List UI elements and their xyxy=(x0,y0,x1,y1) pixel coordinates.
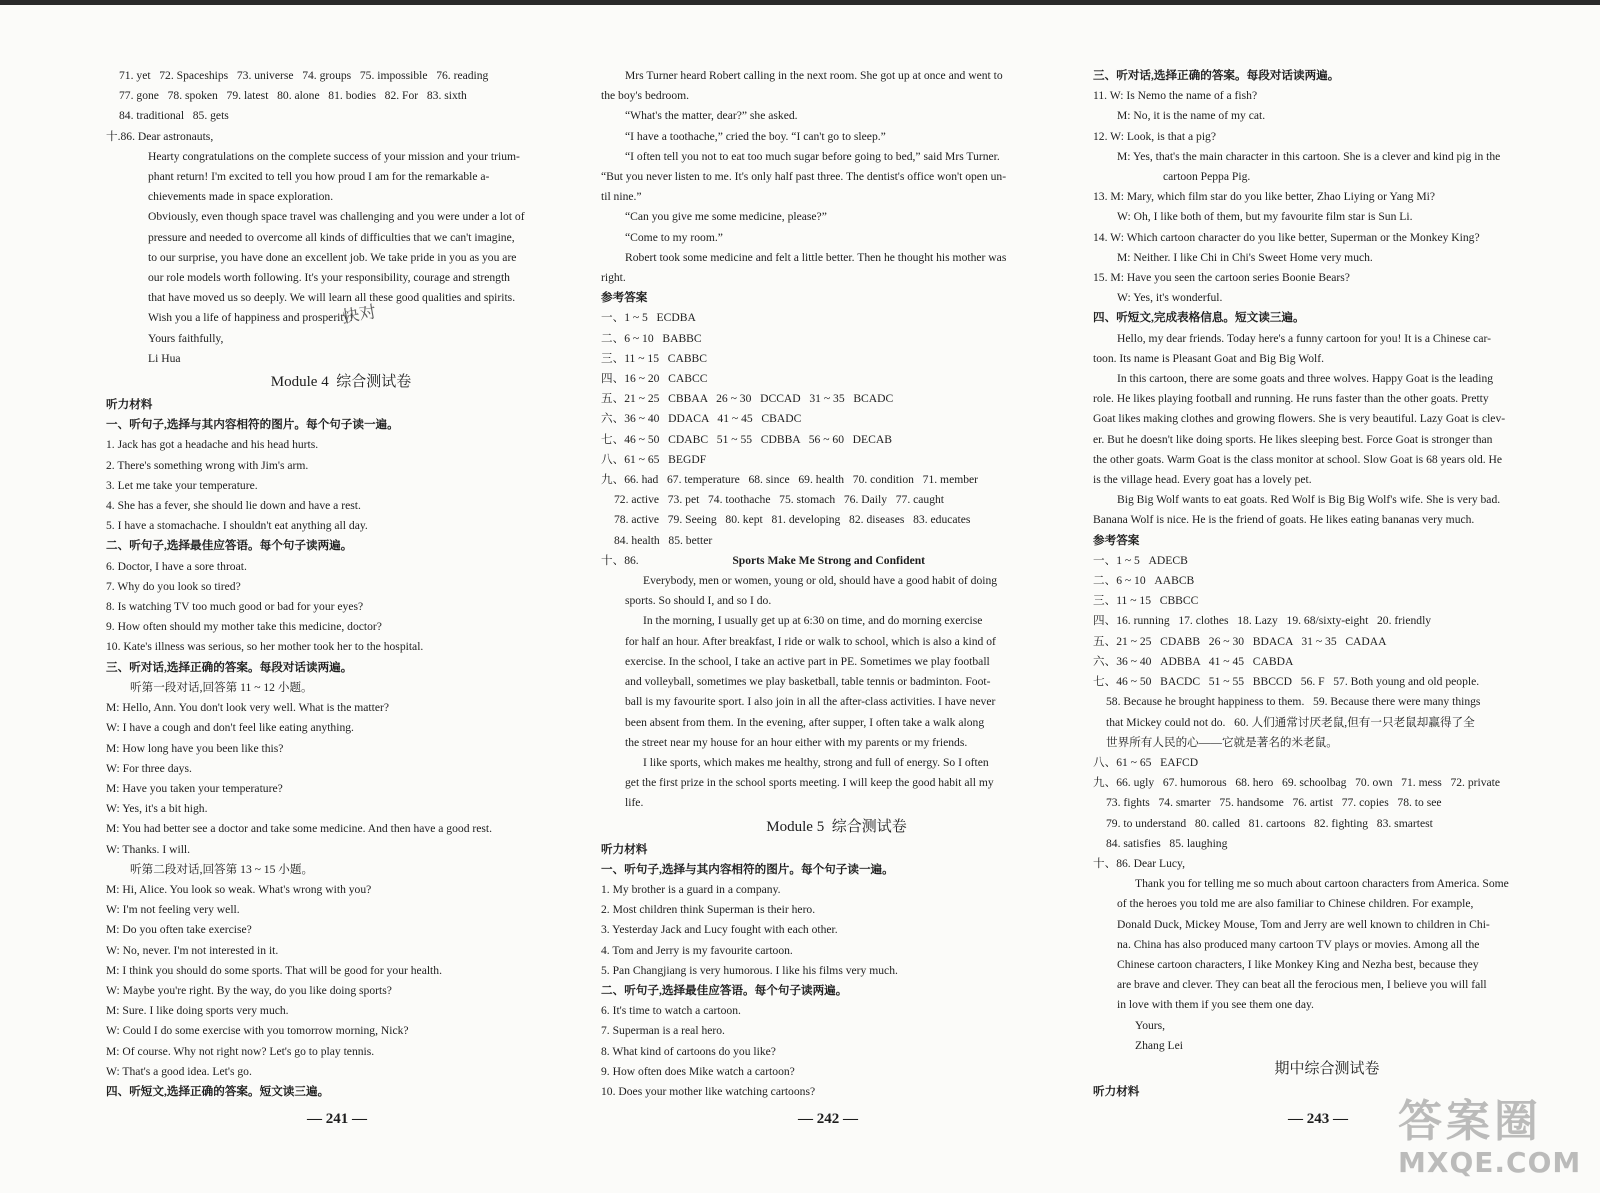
text-line: M: Hello, Ann. You don't look very well. What is the matter? xyxy=(106,701,389,715)
text-line: 五、21 ~ 25 CBBAA 26 ~ 30 DCCAD 31 ~ 35 BCADC xyxy=(601,392,894,406)
text-line: “But you never listen to me. It's only half past three. The dentist's office won't open un- xyxy=(601,170,1007,184)
text-line: 9. How often should my mother take this medicine, doctor? xyxy=(106,620,382,634)
text-line: 3. Let me take your temperature. xyxy=(106,478,258,492)
text-line: W: Maybe you're right. By the way, do you like doing sports? xyxy=(106,983,392,997)
text-line: Robert took some medicine and felt a little better. Then he thought his mother was xyxy=(625,250,1007,264)
text-line: sports. So should I, and so I do. xyxy=(625,594,772,608)
text-line: for half an hour. After breakfast, I ride or walk to school, which is also a kind of xyxy=(625,634,996,648)
text-line: 二、6 ~ 10 BABBC xyxy=(601,331,702,345)
text-line: 10. Does your mother like watching cartoons? xyxy=(601,1084,816,1098)
text-line: 八、61 ~ 65 BEGDF xyxy=(601,452,707,466)
text-line: Hello, my dear friends. Today here's a funny cartoon for you! It is a Chinese car- xyxy=(1117,331,1491,345)
text-line: M: I think you should do some sports. That will be good for your health. xyxy=(106,963,442,977)
text-line: 六、36 ~ 40 ADBBA 41 ~ 45 CABDA xyxy=(1093,654,1294,668)
section-heading: 参考答案 xyxy=(601,291,648,305)
text-line: W: Thanks. I will. xyxy=(106,842,191,856)
text-line: 78. active 79. Seeing 80. kept 81. developing 82. diseases 83. educates xyxy=(614,513,971,527)
text-line: 四、16 ~ 20 CABCC xyxy=(601,372,708,386)
text-line: 58. Because he brought happiness to them. 59. Because there were many things xyxy=(1106,695,1481,709)
text-line: the boy's bedroom. xyxy=(601,89,690,103)
text-line: Thank you for telling me so much about cartoon characters from America. Some xyxy=(1135,877,1509,891)
text-line: 73. fights 74. smarter 75. handsome 76. artist 77. copies 78. to see xyxy=(1106,796,1442,810)
text-line: 三、11 ~ 15 CBBCC xyxy=(1093,594,1199,608)
text-line: toon. Its name is Pleasant Goat and Big Big Wolf. xyxy=(1093,351,1325,365)
text-line: and volleyball, sometimes we play basketball, table tennis or badminton. Foot- xyxy=(625,675,991,689)
text-line: that have moved us so deeply. We will learn all these good qualities and spirits. xyxy=(148,291,516,305)
text-line: 9. How often does Mike watch a cartoon? xyxy=(601,1064,795,1078)
text-line: 听第一段对话,回答第 11 ~ 12 小题。 xyxy=(130,680,313,694)
text-line: 2. Most children think Superman is their hero. xyxy=(601,903,816,917)
text-line: er. But he doesn't like doing sports. He likes sleeping best. Force Goat is stronger than xyxy=(1093,432,1493,446)
page-number-242: — 242 — xyxy=(798,1111,858,1127)
text-line: 14. W: Which cartoon character do you like better, Superman or the Monkey King? xyxy=(1093,230,1480,244)
text-line: Banana Wolf is nice. He is the friend of goats. He likes eating bananas very much. xyxy=(1093,513,1475,527)
text-line: 8. What kind of cartoons do you like? xyxy=(601,1044,776,1058)
text-line: Yours faithfully, xyxy=(148,331,224,345)
text-line: 15. M: Have you seen the cartoon series Boonie Bears? xyxy=(1093,271,1350,285)
text-line: cartoon Peppa Pig. xyxy=(1163,170,1251,184)
text-line: na. China has also produced many cartoon TV plays or movies. Among all the xyxy=(1117,937,1480,951)
section-heading: 听力材料 xyxy=(601,842,648,856)
text-line: 8. Is watching TV too much good or bad for your eyes? xyxy=(106,600,364,614)
text-line: W: For three days. xyxy=(106,761,192,775)
text-line: 7. Why do you look so tired? xyxy=(106,579,241,593)
handwritten-mark: 快对 xyxy=(340,302,378,328)
text-line: 4. Tom and Jerry is my favourite cartoon. xyxy=(601,943,793,957)
text-line: “I have a toothache,” cried the boy. “I can't go to sleep.” xyxy=(625,129,886,143)
text-line: the other goats. Warm Goat is the class monitor at school. Slow Goat is 68 years old. He xyxy=(1093,452,1503,466)
text-line: pressure and needed to overcome all kinds of difficulties that we can't imagine, xyxy=(148,230,515,244)
watermark-url: MXQE.COM xyxy=(1398,1146,1582,1179)
right-column xyxy=(1093,66,1561,1102)
text-line: Zhang Lei xyxy=(1135,1038,1183,1052)
text-line: M: No, it is the name of my cat. xyxy=(1117,109,1266,123)
text-line: M: Yes, that's the main character in this cartoon. She is a clever and kind pig in the xyxy=(1117,149,1501,163)
text-line: 三、11 ~ 15 CABBC xyxy=(601,351,708,365)
text-line: 84. satisfies 85. laughing xyxy=(1106,836,1228,850)
text-line: In this cartoon, there are some goats and three wolves. Happy Goat is the leading xyxy=(1117,372,1494,386)
text-line: Big Big Wolf wants to eat goats. Red Wolf is Big Big Wolf's wife. She is very bad. xyxy=(1117,493,1501,507)
text-line: of the heroes you told me are also familiar to Chinese children. For example, xyxy=(1117,897,1474,911)
top-border-line xyxy=(0,0,1600,5)
section-heading: 四、听短文,选择正确的答案。短文读三遍。 xyxy=(106,1084,330,1098)
text-line: 7. Superman is a real hero. xyxy=(601,1024,725,1038)
text-line: M: Sure. I like doing sports very much. xyxy=(106,1004,289,1018)
text-line: 九、66. had 67. temperature 68. since 69. health 70. condition 71. member xyxy=(601,473,979,487)
text-line: W: That's a good idea. Let's go. xyxy=(106,1064,252,1078)
text-line: that Mickey could not do. 60. 人们通常讨厌老鼠,但有一只老鼠却赢得了全 xyxy=(1106,715,1475,729)
section-heading: 听力材料 xyxy=(1093,1084,1140,1098)
text-line: W: Yes, it's a bit high. xyxy=(106,802,208,816)
text-line: Obviously, even though space travel was challenging and you were under a lot of xyxy=(148,210,525,224)
text-line: chievements made in space exploration. xyxy=(148,190,334,204)
text-line: 72. active 73. pet 74. toothache 75. stomach 76. Daily 77. caught xyxy=(614,493,945,507)
text-line: 六、36 ~ 40 DDACA 41 ~ 45 CBADC xyxy=(601,412,802,426)
text-line: the street near my house for an hour either with my parents or my friends. xyxy=(625,735,968,749)
text-line: 七、46 ~ 50 CDABC 51 ~ 55 CDBBA 56 ~ 60 DECAB xyxy=(601,432,892,446)
text-line: 五、21 ~ 25 CDABB 26 ~ 30 BDACA 31 ~ 35 CADAA xyxy=(1093,634,1387,648)
text-line: Li Hua xyxy=(148,351,181,365)
text-line: 听第二段对话,回答第 13 ~ 15 小题。 xyxy=(130,862,314,876)
text-line: 四、16. running 17. clothes 18. Lazy 19. 68/sixty-eight 20. friendly xyxy=(1093,614,1432,628)
section-title: Module 4 综合测试卷 xyxy=(270,374,412,391)
text-line xyxy=(601,551,1072,571)
text-line: 5. I have a stomachache. I shouldn't eat anything all day. xyxy=(106,519,368,533)
text-line: 6. Doctor, I have a sore throat. xyxy=(106,559,247,573)
text-line: Everybody, men or women, young or old, should have a good habit of doing xyxy=(643,574,998,588)
text-line: M: You had better see a doctor and take some medicine. And then have a good rest. xyxy=(106,822,493,836)
text-line: “I often tell you not to eat too much sugar before going to bed,” said Mrs Turner. xyxy=(625,149,1000,163)
text-line: Goat likes making clothes and growing flowers. She is very beautiful. Lazy Goat is clev- xyxy=(1093,412,1506,426)
text-line: phant return! I'm excited to tell you how proud I am for the remarkable a- xyxy=(148,170,490,184)
text-line: Yours, xyxy=(1135,1018,1166,1032)
text-line: in love with them if you see them one day. xyxy=(1117,998,1314,1012)
text-line: M: Do you often take exercise? xyxy=(106,923,252,937)
text-line: life. xyxy=(625,796,644,810)
text-line: W: No, never. I'm not interested in it. xyxy=(106,943,279,957)
text-line: M: How long have you been like this? xyxy=(106,741,284,755)
page-number-243: — 243 — xyxy=(1288,1111,1348,1127)
text-line: til nine.” xyxy=(601,190,642,204)
text-line: 1. Jack has got a headache and his head hurts. xyxy=(106,438,319,452)
text-line: W: Oh, I like both of them, but my favourite film star is Sun Li. xyxy=(1117,210,1413,224)
text-line: 77. gone 78. spoken 79. latest 80. alone 81. bodies 82. For 83. sixth xyxy=(119,89,467,103)
section-heading: 二、听句子,选择最佳应答语。每个句子读两遍。 xyxy=(601,983,848,997)
middle-column xyxy=(601,66,1072,1102)
text-line: Chinese cartoon characters, I like Monkey King and Nezha best, because they xyxy=(1117,957,1479,971)
section-heading: 听力材料 xyxy=(106,398,153,412)
text-line: right. xyxy=(601,271,626,285)
item-number: 十、86. xyxy=(601,553,639,567)
text-line: is the village head. Every goat has a lovely pet. xyxy=(1093,473,1312,487)
text-line: 10. Kate's illness was serious, so her mother took her to the hospital. xyxy=(106,640,424,654)
text-line: 84. health 85. better xyxy=(614,533,713,547)
section-heading: 三、听对话,选择正确的答案。每段对话读两遍。 xyxy=(1093,69,1340,82)
text-line: 79. to understand 80. called 81. cartoons 82. fighting 83. smartest xyxy=(1106,816,1433,830)
text-line: M: Hi, Alice. You look so weak. What's wrong with you? xyxy=(106,882,372,896)
text-line: W: I'm not feeling very well. xyxy=(106,903,240,917)
text-line: Donald Duck, Mickey Mouse, Tom and Jerry are well known to children in Chi- xyxy=(1117,917,1490,931)
text-line: 2. There's something wrong with Jim's arm. xyxy=(106,458,309,472)
text-line: 6. It's time to watch a cartoon. xyxy=(601,1004,741,1018)
text-line: 七、46 ~ 50 BACDC 51 ~ 55 BBCCD 56. F 57. Both young and old people. xyxy=(1093,675,1480,689)
text-line: been absent from them. In the evening, after supper, I often take a walk along xyxy=(625,715,985,729)
text-line: our role models worth following. It's your responsibility, courage and strength xyxy=(148,271,510,285)
text-line: 世界所有人民的心——它就是著名的米老鼠。 xyxy=(1106,735,1338,749)
section-title: 期中综合测试卷 xyxy=(1274,1060,1380,1077)
section-heading: 三、听对话,选择正确的答案。每段对话读两遍。 xyxy=(106,660,353,674)
text-line: “What's the matter, dear?” she asked. xyxy=(625,109,798,123)
section-heading: 二、听句子,选择最佳应答语。每个句子读两遍。 xyxy=(106,539,353,553)
text-line: W: Yes, it's wonderful. xyxy=(1117,291,1223,305)
text-line: 二、6 ~ 10 AABCB xyxy=(1093,574,1195,588)
text-line: 13. M: Mary, which film star do you like better, Zhao Liying or Yang Mi? xyxy=(1093,190,1436,204)
text-line: to our surprise, you have done an excellent job. We take pride in you as you are xyxy=(148,250,517,264)
text-line: Wish you a life of happiness and prosperity! xyxy=(148,311,354,325)
text-line: 11. W: Is Nemo the name of a fish? xyxy=(1093,89,1258,103)
watermark-logo xyxy=(1398,1096,1586,1182)
essay-title: Sports Make Me Strong and Confident xyxy=(732,553,926,567)
section-title: Module 5 综合测试卷 xyxy=(766,818,907,835)
text-line: 4. She has a fever, she should lie down and have a rest. xyxy=(106,499,361,513)
watermark-text: 答案圈 xyxy=(1398,1096,1542,1147)
text-line: role. He likes playing football and running. He runs faster than the other goats. Pretty xyxy=(1093,392,1489,406)
text-line: 12. W: Look, is that a pig? xyxy=(1093,129,1217,143)
text-line: 十.86. Dear astronauts, xyxy=(106,129,214,143)
section-heading: 一、听句子,选择与其内容相符的图片。每个句子读一遍。 xyxy=(106,418,399,432)
section-heading: 一、听句子,选择与其内容相符的图片。每个句子读一遍。 xyxy=(601,862,894,876)
text-line: ball is my favourite sport. I also join in all the after-class activities. I have never xyxy=(625,695,996,709)
text-line: 一、1 ~ 5 ECDBA xyxy=(601,311,696,325)
text-line: are brave and clever. They can beat all the ferocious men, I believe you will fall xyxy=(1117,978,1487,992)
text-line: 84. traditional 85. gets xyxy=(119,109,229,123)
text-line: Hearty congratulations on the complete success of your mission and your trium- xyxy=(148,149,520,163)
text-line: 1. My brother is a guard in a company. xyxy=(601,882,781,896)
text-line: 十、86. Dear Lucy, xyxy=(1093,856,1185,870)
text-line: W: I have a cough and don't feel like eating anything. xyxy=(106,721,354,735)
section-heading: 参考答案 xyxy=(1093,533,1140,547)
page-number-241: — 241 — xyxy=(307,1111,367,1127)
text-line: 九、66. ugly 67. humorous 68. hero 69. schoolbag 70. own 71. mess 72. private xyxy=(1093,776,1501,790)
text-line: M: Neither. I like Chi in Chi's Sweet Home very much. xyxy=(1117,250,1373,264)
text-line: Mrs Turner heard Robert calling in the next room. She got up at once and went to xyxy=(625,69,1003,82)
text-line: M: Have you taken your temperature? xyxy=(106,781,283,795)
text-line: 八、61 ~ 65 EAFCD xyxy=(1093,755,1199,769)
text-line: In the morning, I usually get up at 6:30 on time, and do morning exercise xyxy=(643,614,983,628)
text-line: 71. yet 72. Spaceships 73. universe 74. groups 75. impossible 76. reading xyxy=(119,69,489,82)
left-column xyxy=(106,66,576,1102)
text-line: get the first prize in the school sports meeting. I will keep the good habit all my xyxy=(625,776,994,790)
text-line: “Can you give me some medicine, please?” xyxy=(625,210,827,224)
text-line: I like sports, which makes me healthy, strong and full of energy. So I often xyxy=(643,755,989,769)
text-line: “Come to my room.” xyxy=(625,230,723,244)
text-line: exercise. In the school, I take an active part in PE. Sometimes we play football xyxy=(625,654,990,668)
text-line: 3. Yesterday Jack and Lucy fought with each other. xyxy=(601,923,838,937)
text-line: W: Could I do some exercise with you tomorrow morning, Nick? xyxy=(106,1024,409,1038)
text-line: M: Of course. Why not right now? Let's go to play tennis. xyxy=(106,1044,375,1058)
text-line: 5. Pan Changjiang is very humorous. I like his films very much. xyxy=(601,963,898,977)
section-heading: 四、听短文,完成表格信息。短文读三遍。 xyxy=(1093,311,1305,325)
text-line: 一、1 ~ 5 ADECB xyxy=(1093,553,1188,567)
